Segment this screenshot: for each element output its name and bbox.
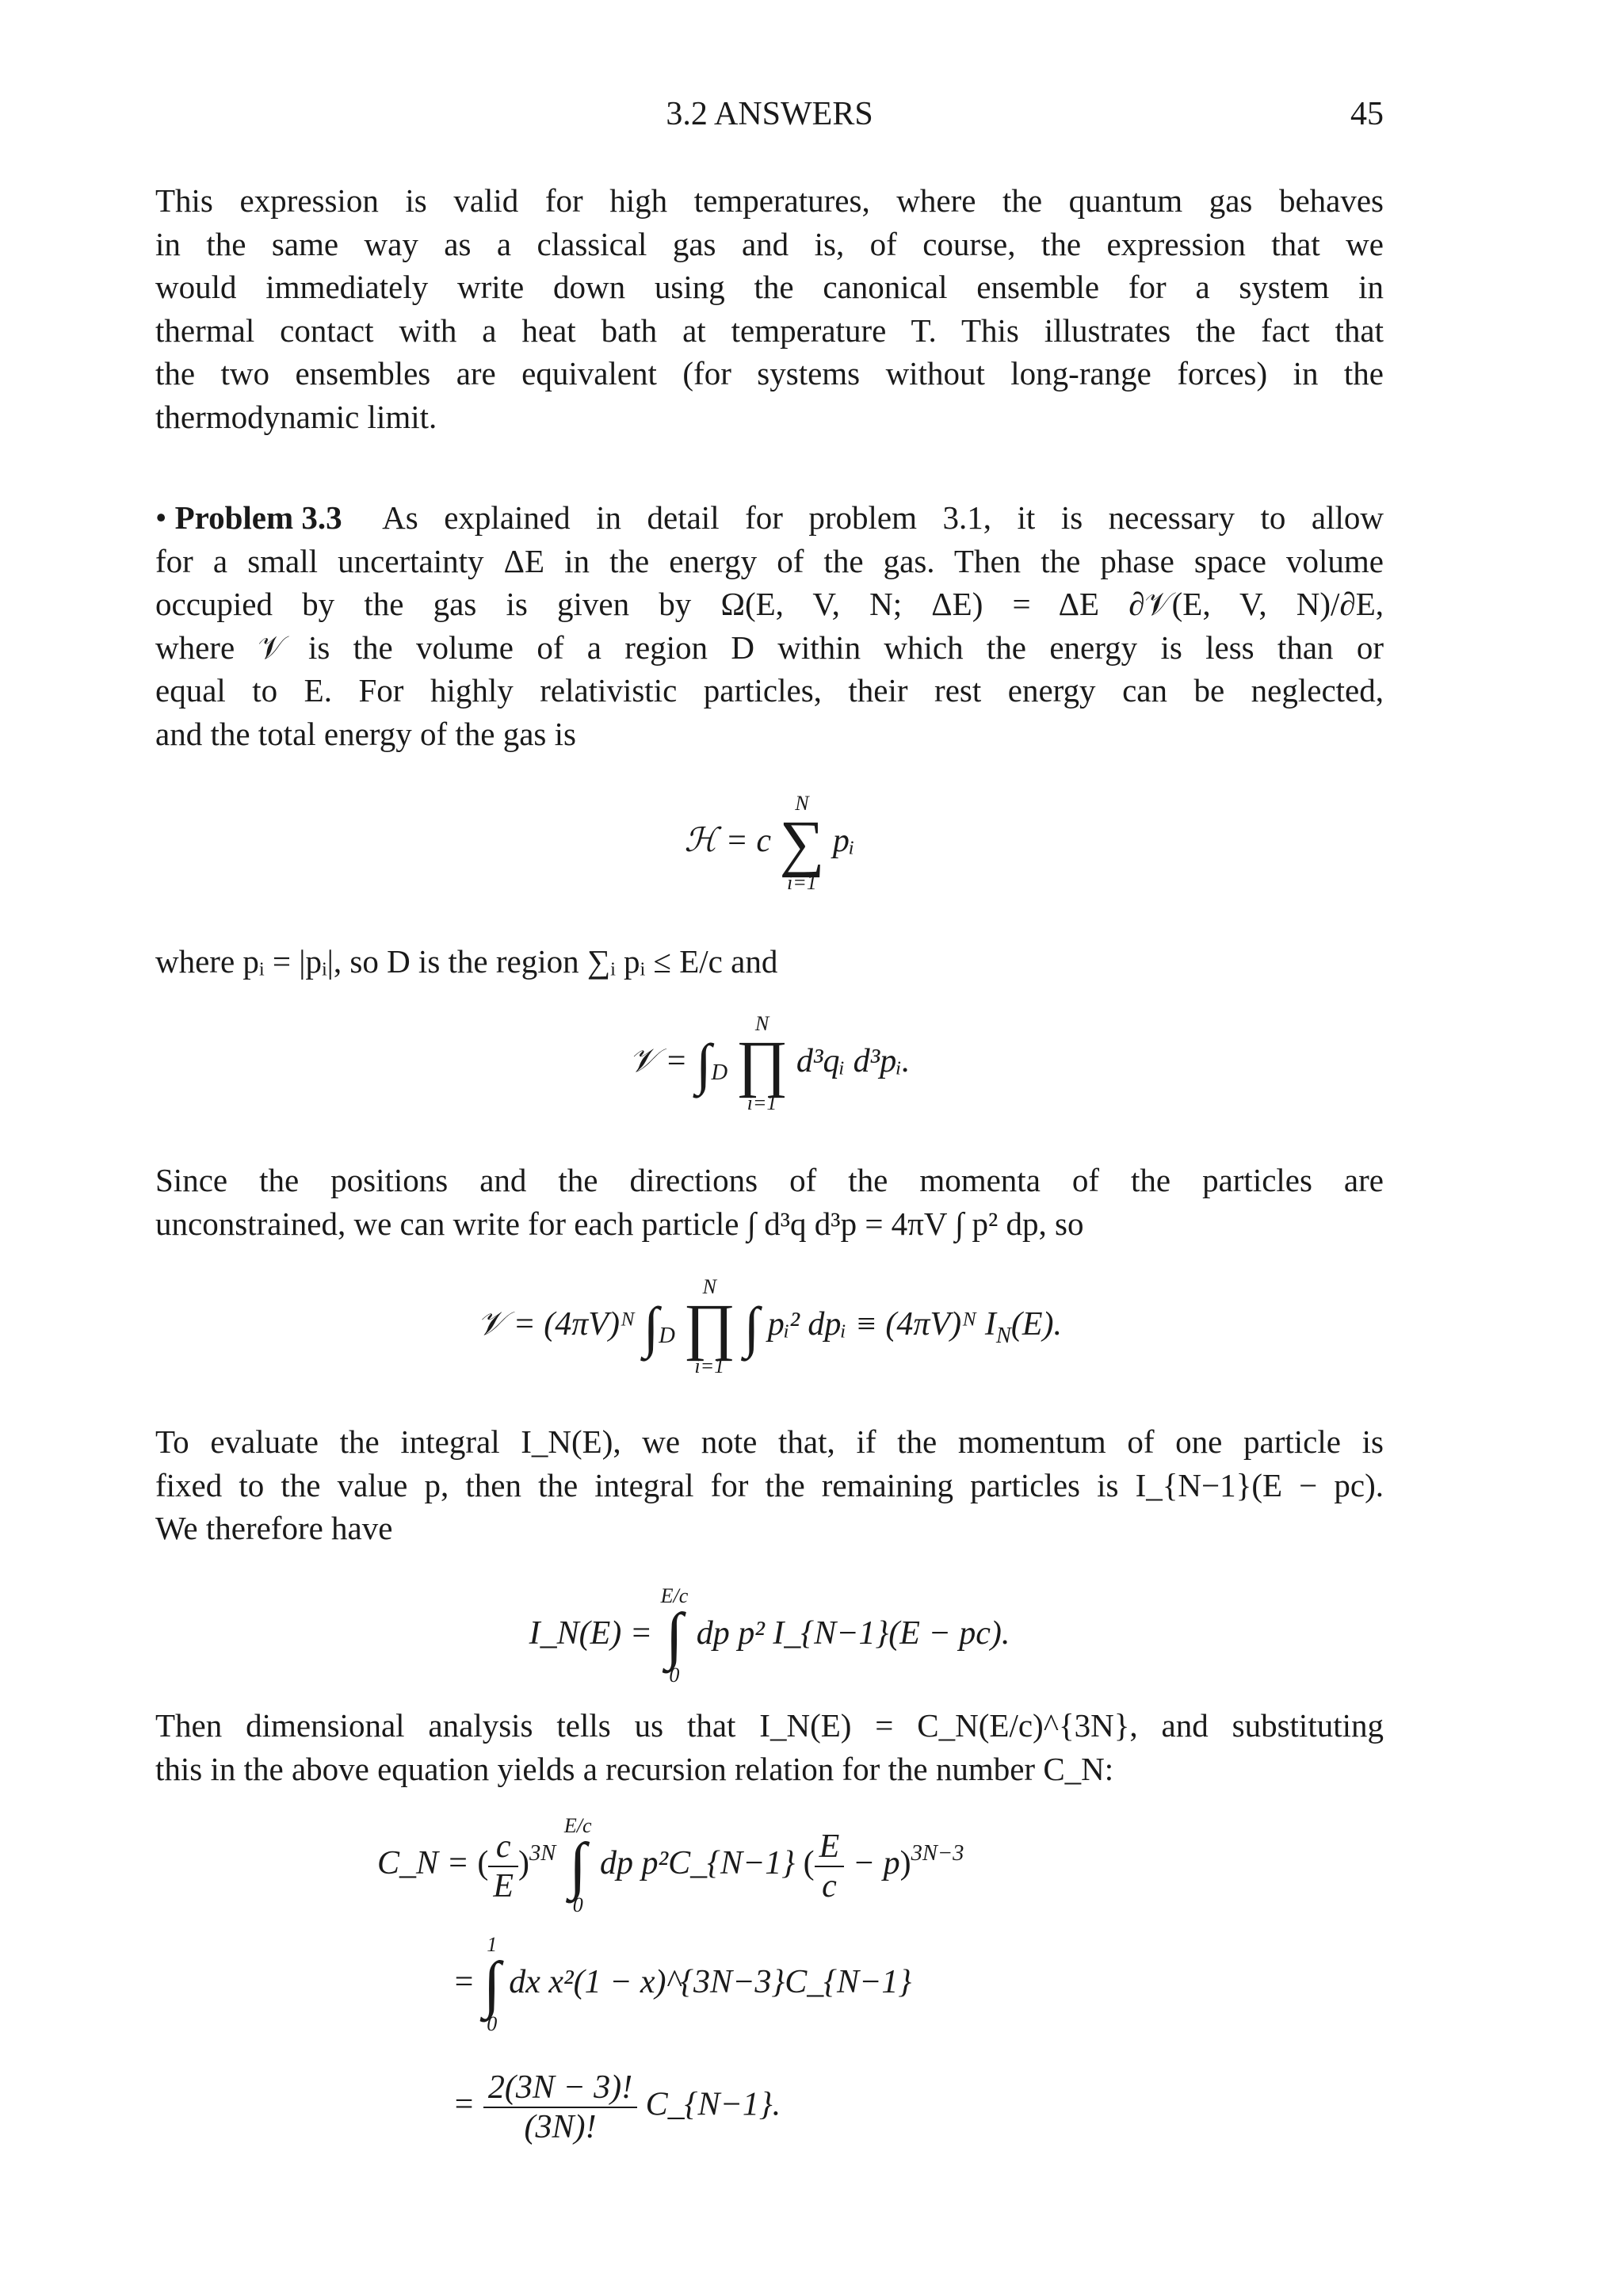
- text-line: the two ensembles are equivalent (for systems without long-range forces) in the: [155, 355, 1384, 392]
- text-line: thermal contact with a heat bath at temperature T. This illustrates the fact that: [155, 311, 1384, 349]
- problem-3-3: [155, 496, 1384, 755]
- upper-limit: E/c: [563, 1814, 592, 1837]
- text-line: would immediately write down using the canonical ensemble for a system in: [155, 269, 1384, 305]
- upper-limit: E/c: [660, 1584, 689, 1607]
- text-line: To evaluate the integral I_N(E), we note that, if the momentum of one particle is: [155, 1423, 1384, 1460]
- product-symbol: ∏: [735, 1028, 789, 1098]
- definite-integral: [661, 1585, 689, 1687]
- numerator: c: [488, 1828, 518, 1867]
- denominator: c: [822, 1867, 837, 1904]
- exponent: 3N: [529, 1841, 556, 1866]
- integral-symbol: ∫: [483, 1949, 501, 2019]
- text-line: fixed to the value p, then the integral for the remaining particles is I_{N−1}(E − pc).: [155, 1466, 1384, 1503]
- text-line: occupied by the gas is given by Ω(E, V, N; ΔE) = ΔE ∂𝒱(E, V, N)/∂E,: [155, 586, 1384, 622]
- page-number: 45: [1350, 96, 1384, 132]
- text-line: We therefore have: [155, 1510, 393, 1546]
- text-line: this in the above equation yields a recursion relation for the number C_N:: [155, 1750, 1114, 1787]
- text-line: where 𝒱 is the volume of a region D within which the energy is less than or: [155, 628, 1384, 666]
- paragraph-4: [155, 1420, 1384, 1550]
- equation-cn-row-1: C_N = ( $\frac{c}{E}$ )$^{3N}$ E/c ∫ 0 dp p²C_{N−1} ( $\frac{E}{c}$ − p)$^{3N-3}$: [377, 1814, 964, 1917]
- lower-limit: i=1: [747, 1091, 777, 1115]
- equation-cn-row-3: [155, 2069, 1384, 2146]
- equation-hamiltonian: [155, 793, 1384, 895]
- eq-equals: =: [453, 2086, 475, 2123]
- upper-limit: 1: [487, 1933, 498, 1956]
- eq-rhs-subscript: N: [995, 1324, 1011, 1349]
- section-title: 3.2 ANSWERS: [666, 96, 873, 132]
- bullet: •: [155, 499, 167, 536]
- equation-cn-row-2: [155, 1934, 1384, 2036]
- text-line: for a small uncertainty ΔE in the energy of the gas. Then the phase space volume: [155, 542, 1384, 579]
- product-operator: [683, 1276, 735, 1378]
- eq-lhs: 𝒱 = (4πV)ᴺ: [476, 1306, 636, 1343]
- text-line: Then dimensional analysis tells us that I_N(E) = C_N(E/c)^{3N}, and substituting: [155, 1707, 1384, 1744]
- text-line: As explained in detail for problem 3.1, it is necessary to allow: [382, 499, 1384, 536]
- fraction: [488, 1828, 518, 1905]
- eq-lhs: ℋ = c: [684, 823, 771, 860]
- lower-limit: 0: [572, 1893, 583, 1917]
- upper-limit: N: [795, 792, 809, 815]
- paragraph-3: [155, 1159, 1384, 1245]
- integral-symbol: ∫: [695, 1033, 712, 1096]
- equation-volume-factorized: [155, 1276, 1384, 1378]
- eq-equals: =: [453, 1964, 475, 2001]
- upper-limit: N: [754, 1012, 769, 1035]
- integral-symbol: ∫: [743, 1296, 760, 1359]
- paragraph-1: [155, 179, 1384, 438]
- text-line: where pᵢ = |pᵢ|, so D is the region ∑ᵢ pᵢ ≤ E/c and: [155, 943, 778, 980]
- integrand: dx x²(1 − x)^{3N−3}C_{N−1}: [509, 1964, 912, 2001]
- fraction: [483, 2069, 637, 2146]
- definite-integral: [483, 1934, 501, 2036]
- lower-limit: i=1: [694, 1354, 725, 1378]
- integral-symbol: ∫: [643, 1296, 659, 1359]
- eq-lhs: I_N(E) =: [529, 1615, 653, 1652]
- eq-rhs: pᵢ: [832, 823, 855, 860]
- paragraph-where: [155, 940, 1384, 984]
- paragraph-5: [155, 1704, 1384, 1790]
- eq-tail: C_{N−1}.: [645, 2086, 781, 2123]
- definite-integral: [564, 1815, 592, 1917]
- eq-rhs-tail: (E).: [1010, 1306, 1063, 1343]
- eq-rhs: pᵢ² dpᵢ ≡ (4πV)ᴺ I: [767, 1306, 996, 1343]
- fraction: [815, 1828, 845, 1905]
- integral-symbol: ∫: [665, 1600, 683, 1671]
- product-operator: [736, 1013, 789, 1115]
- equation-recursion-integral: [155, 1585, 1384, 1687]
- text-line: in the same way as a classical gas and is, of course, the expression that we: [155, 225, 1384, 262]
- eq-rhs: d³qᵢ d³pᵢ.: [796, 1043, 911, 1080]
- numerator: 2(3N − 3)!: [483, 2069, 637, 2108]
- text-line: unconstrained, we can write for each particle ∫ d³q d³p = 4πV ∫ p² dp, so: [155, 1205, 1084, 1242]
- equation-volume: [155, 1013, 1384, 1115]
- exponent: 3N−3: [911, 1841, 964, 1866]
- sum-operator: [779, 793, 824, 895]
- text-line: and the total energy of the gas is: [155, 715, 576, 752]
- text-line: Since the positions and the directions of the momenta of the particles are: [155, 1162, 1384, 1198]
- integrand: dp p²C_{N−1}: [600, 1845, 796, 1882]
- running-header: [155, 95, 1384, 143]
- integral-domain: D: [659, 1324, 675, 1349]
- lower-limit: 0: [487, 2012, 498, 2036]
- upper-limit: N: [702, 1275, 716, 1298]
- product-symbol: ∏: [683, 1291, 736, 1362]
- integral-domain: D: [711, 1060, 728, 1086]
- eq-lhs: 𝒱 =: [628, 1043, 688, 1080]
- text-line: thermodynamic limit.: [155, 398, 437, 435]
- problem-label: Problem 3.3: [174, 499, 342, 536]
- text-line: This expression is valid for high temperatures, where the quantum gas behaves: [155, 182, 1384, 219]
- numerator: E: [815, 1828, 845, 1867]
- eq-rhs: dp p² I_{N−1}(E − pc).: [696, 1615, 1010, 1652]
- sum-symbol: ∑: [779, 808, 825, 878]
- eq-lhs: C_N =: [377, 1845, 469, 1882]
- eq-tail: − p: [852, 1845, 900, 1882]
- integral-symbol: ∫: [569, 1830, 587, 1901]
- denominator: (3N)!: [524, 2109, 597, 2145]
- denominator: E: [493, 1867, 514, 1904]
- lower-limit: 0: [669, 1664, 680, 1687]
- lower-limit: i=1: [787, 871, 817, 895]
- text-line: equal to E. For highly relativistic particles, their rest energy can be neglected,: [155, 672, 1384, 709]
- problem-heading-line: [155, 496, 1384, 540]
